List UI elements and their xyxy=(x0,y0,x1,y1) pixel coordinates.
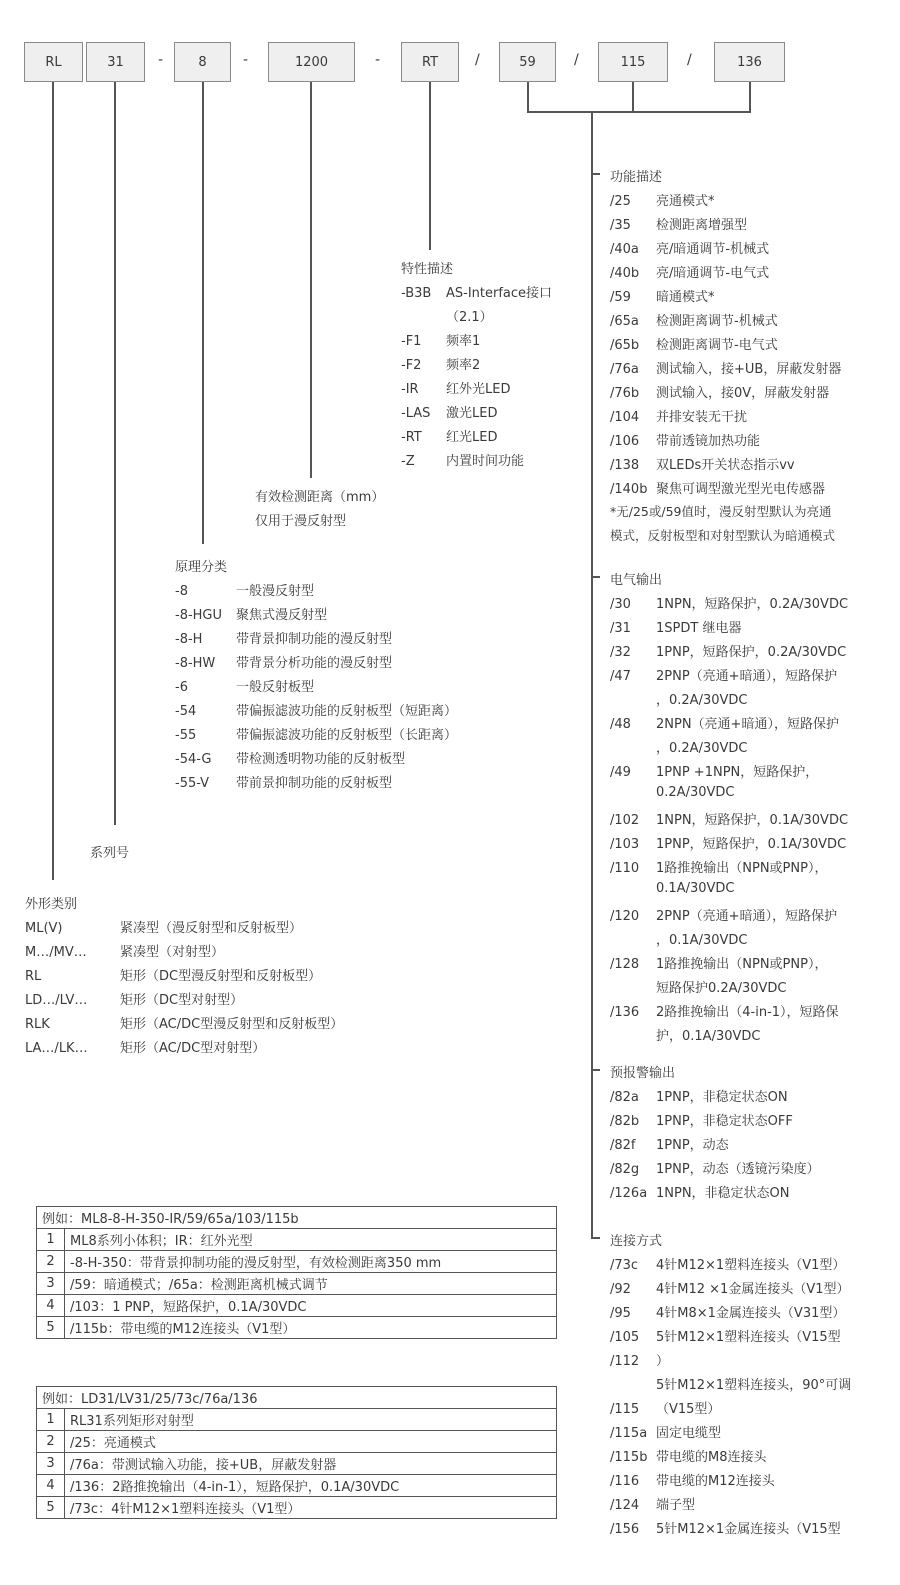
elec-item: /47 2PNP（亮通+暗通），短路保护 xyxy=(610,669,838,684)
feature-item: -RT 红光LED xyxy=(401,430,498,445)
series-label: 系列号 xyxy=(90,846,130,861)
bracket-left xyxy=(527,82,529,112)
code-box-distance: 1200 xyxy=(268,42,355,82)
code-box-series: 31 xyxy=(86,42,145,82)
separator: / xyxy=(475,52,480,68)
elec-item: /103 1PNP，短路保护，0.1A/30VDC xyxy=(610,837,847,852)
elec-item: /49 1PNP +1NPN，短路保护， xyxy=(610,765,819,780)
example-table-2 xyxy=(36,1386,557,1519)
elec-title: 电气输出 xyxy=(610,573,663,588)
conn-item: /124 端子型 xyxy=(610,1498,696,1513)
connector-line-feature xyxy=(429,82,431,250)
elec-item: /120 2PNP（亮通+暗通），短路保护 xyxy=(610,909,838,924)
func-item: /40b 亮/暗通调节-电气式 xyxy=(610,266,770,281)
bracket-right xyxy=(749,82,751,112)
func-item: /104 并排安装无干扰 xyxy=(610,410,748,425)
elec-item: /102 1NPN，短路保护，0.1A/30VDC xyxy=(610,813,849,828)
code-box-principle: 8 xyxy=(174,42,231,82)
elec-item: /31 1SPDT 继电器 xyxy=(610,621,742,636)
separator: / xyxy=(574,52,579,68)
func-item: /65a 检测距离调节-机械式 xyxy=(610,314,778,329)
table-row: 1 RL31系列矩形对射型 xyxy=(37,1409,557,1431)
feature-title: 特性描述 xyxy=(401,262,454,277)
table-row: 3 /59：暗通模式；/65a：检测距离机械式调节 xyxy=(37,1273,557,1295)
table-header: 例如：LD31/LV31/25/73c/76a/136 xyxy=(37,1387,557,1409)
principle-item: -8-HW 带背景分析功能的漫反射型 xyxy=(175,656,393,671)
principle-item: -8 一般漫反射型 xyxy=(175,584,315,599)
principle-item: -54-G 带检测透明物功能的反射板型 xyxy=(175,752,406,767)
func-item: /35 检测距离增强型 xyxy=(610,218,748,233)
conn-title: 连接方式 xyxy=(610,1234,663,1249)
shape-item: RL 矩形（DC型漫反射型和反射板型） xyxy=(25,969,322,984)
conn-item: /115a 固定电缆型 xyxy=(610,1426,722,1441)
elec-item: 0.1A/30VDC xyxy=(656,881,735,896)
func-item: /76a 测试输入，接+UB，屏蔽发射器 xyxy=(610,362,842,377)
code-box-feature: RT xyxy=(401,42,459,82)
table-row: 5 /73c：4针M12×1塑料连接头（V1型） xyxy=(37,1497,557,1519)
principle-item: -8-H 带背景抑制功能的漫反射型 xyxy=(175,632,393,647)
table-row: 1 ML8系列小体积；IR：红外光型 xyxy=(37,1229,557,1251)
code-box-func: 59 xyxy=(499,42,556,82)
conn-item: /112 ） xyxy=(610,1354,670,1369)
warn-item: /82g 1PNP，动态（透镜污染度） xyxy=(610,1162,820,1177)
table-header: 例如：ML8-8-H-350-IR/59/65a/103/115b xyxy=(37,1207,557,1229)
elec-item: ，0.2A/30VDC xyxy=(656,741,748,756)
elec-item: /30 1NPN，短路保护，0.2A/30VDC xyxy=(610,597,849,612)
feature-item: （2.1） xyxy=(446,310,493,325)
conn-item: /156 5针M12×1金属连接头（V15型 xyxy=(610,1522,841,1537)
principle-item: -54 带偏振滤波功能的反射板型（短距离） xyxy=(175,704,458,719)
feature-item: -F1 频率1 xyxy=(401,334,481,349)
elec-item: 0.2A/30VDC xyxy=(656,785,735,800)
conn-item: /115b 带电缆的M8连接头 xyxy=(610,1450,767,1465)
elec-item: /136 2路推挽输出（4-in-1），短路保 xyxy=(610,1005,839,1020)
bracket-middle xyxy=(632,82,634,112)
principle-item: -55 带偏振滤波功能的反射板型（长距离） xyxy=(175,728,458,743)
elec-item: 短路保护0.2A/30VDC xyxy=(656,981,787,996)
shape-title: 外形类别 xyxy=(25,897,78,912)
tick-func xyxy=(591,173,600,175)
feature-item: -Z 内置时间功能 xyxy=(401,454,525,469)
func-item: /106 带前透镜加热功能 xyxy=(610,434,761,449)
elec-item: /32 1PNP，短路保护，0.2A/30VDC xyxy=(610,645,847,660)
shape-item: ML(V) 紧凑型（漫反射型和反射板型） xyxy=(25,921,303,936)
conn-item: /95 4针M8×1金属连接头（V31型） xyxy=(610,1306,846,1321)
conn-item: /73c 4针M12×1塑料连接头（V1型） xyxy=(610,1258,846,1273)
warn-item: /126a 1NPN，非稳定状态ON xyxy=(610,1186,790,1201)
warn-item: /82b 1PNP，非稳定状态OFF xyxy=(610,1114,793,1129)
func-item: /59 暗通模式* xyxy=(610,290,715,305)
feature-item: -B3B AS-Interface接口 xyxy=(401,286,553,301)
example-table-1 xyxy=(36,1206,557,1339)
shape-item: LA…/LK… 矩形（AC/DC型对射型） xyxy=(25,1041,266,1056)
connector-line-series xyxy=(114,82,116,825)
table-row: 4 /136：2路推挽输出（4-in-1），短路保护，0.1A/30VDC xyxy=(37,1475,557,1497)
shape-item: LD…/LV… 矩形（DC型对射型） xyxy=(25,993,244,1008)
distance-note: 仅用于漫反射型 xyxy=(255,514,347,529)
table-row: 2 /25：亮通模式 xyxy=(37,1431,557,1453)
code-box-shape: RL xyxy=(24,42,83,82)
func-item: /25 亮通模式* xyxy=(610,194,715,209)
conn-item: 5针M12×1塑料连接头，90°可调 xyxy=(656,1378,852,1393)
elec-item: /128 1路推挽输出（NPN或PNP）， xyxy=(610,957,828,972)
func-title: 功能描述 xyxy=(610,170,663,185)
elec-item: ，0.1A/30VDC xyxy=(656,933,748,948)
func-item: /140b 聚焦可调型激光型光电传感器 xyxy=(610,482,826,497)
table-row: 4 /103：1 PNP，短路保护，0.1A/30VDC xyxy=(37,1295,557,1317)
elec-item: ，0.2A/30VDC xyxy=(656,693,748,708)
separator: / xyxy=(687,52,692,68)
elec-item: 护，0.1A/30VDC xyxy=(656,1029,761,1044)
conn-item: /92 4针M12 ×1金属连接头（V1型） xyxy=(610,1282,850,1297)
func-note: *无/25或/59值时，漫反射型默认为亮通 xyxy=(610,504,832,519)
principle-item: -55-V 带前景抑制功能的反射板型 xyxy=(175,776,393,791)
func-item: /76b 测试输入，接0V，屏蔽发射器 xyxy=(610,386,830,401)
elec-item: /48 2NPN（亮通+暗通），短路保护 xyxy=(610,717,839,732)
table-row: 5 /115b：带电缆的M12连接头（V1型） xyxy=(37,1317,557,1339)
warn-item: /82f 1PNP，动态 xyxy=(610,1138,729,1153)
principle-item: -8-HGU 聚焦式漫反射型 xyxy=(175,608,328,623)
tick-elec xyxy=(591,576,600,578)
principle-item: -6 一般反射板型 xyxy=(175,680,315,695)
func-item: /138 双LEDs开关状态指示vv xyxy=(610,458,795,473)
func-note: 模式，反射板型和对射型默认为暗通模式 xyxy=(610,528,836,543)
table-row: 2 -8-H-350：带背景抑制功能的漫反射型，有效检测距离350 mm xyxy=(37,1251,557,1273)
tick-warn xyxy=(591,1069,600,1071)
feature-item: -LAS 激光LED xyxy=(401,406,498,421)
connector-line-principle xyxy=(202,82,204,544)
separator: - xyxy=(375,52,381,68)
bracket-bottom xyxy=(527,111,751,113)
warn-item: /82a 1PNP，非稳定状态ON xyxy=(610,1090,788,1105)
table-row: 3 /76a：带测试输入功能，接+UB，屏蔽发射器 xyxy=(37,1453,557,1475)
conn-item: /105 5针M12×1塑料连接头（V15型 xyxy=(610,1330,841,1345)
distance-label: 有效检测距离（mm） xyxy=(255,490,385,505)
feature-item: -F2 频率2 xyxy=(401,358,481,373)
func-item: /65b 检测距离调节-电气式 xyxy=(610,338,778,353)
conn-item: /115 （V15型） xyxy=(610,1402,721,1417)
shape-item: M…/MV… 紧凑型（对射型） xyxy=(25,945,225,960)
separator: - xyxy=(158,52,164,68)
tick-conn xyxy=(591,1237,600,1239)
func-item: /40a 亮/暗通调节-机械式 xyxy=(610,242,770,257)
shape-item: RLK 矩形（AC/DC型漫反射型和反射板型） xyxy=(25,1017,344,1032)
principle-title: 原理分类 xyxy=(175,560,228,575)
warn-title: 预报警输出 xyxy=(610,1066,676,1081)
code-box-conn: 136 xyxy=(714,42,785,82)
elec-item: /110 1路推挽输出（NPN或PNP）， xyxy=(610,861,828,876)
separator: - xyxy=(243,52,249,68)
code-box-elec: 115 xyxy=(598,42,668,82)
connector-line-shape xyxy=(52,82,54,880)
feature-item: -IR 红外光LED xyxy=(401,382,511,397)
conn-item: /116 带电缆的M12连接头 xyxy=(610,1474,775,1489)
connector-line-distance xyxy=(310,82,312,478)
